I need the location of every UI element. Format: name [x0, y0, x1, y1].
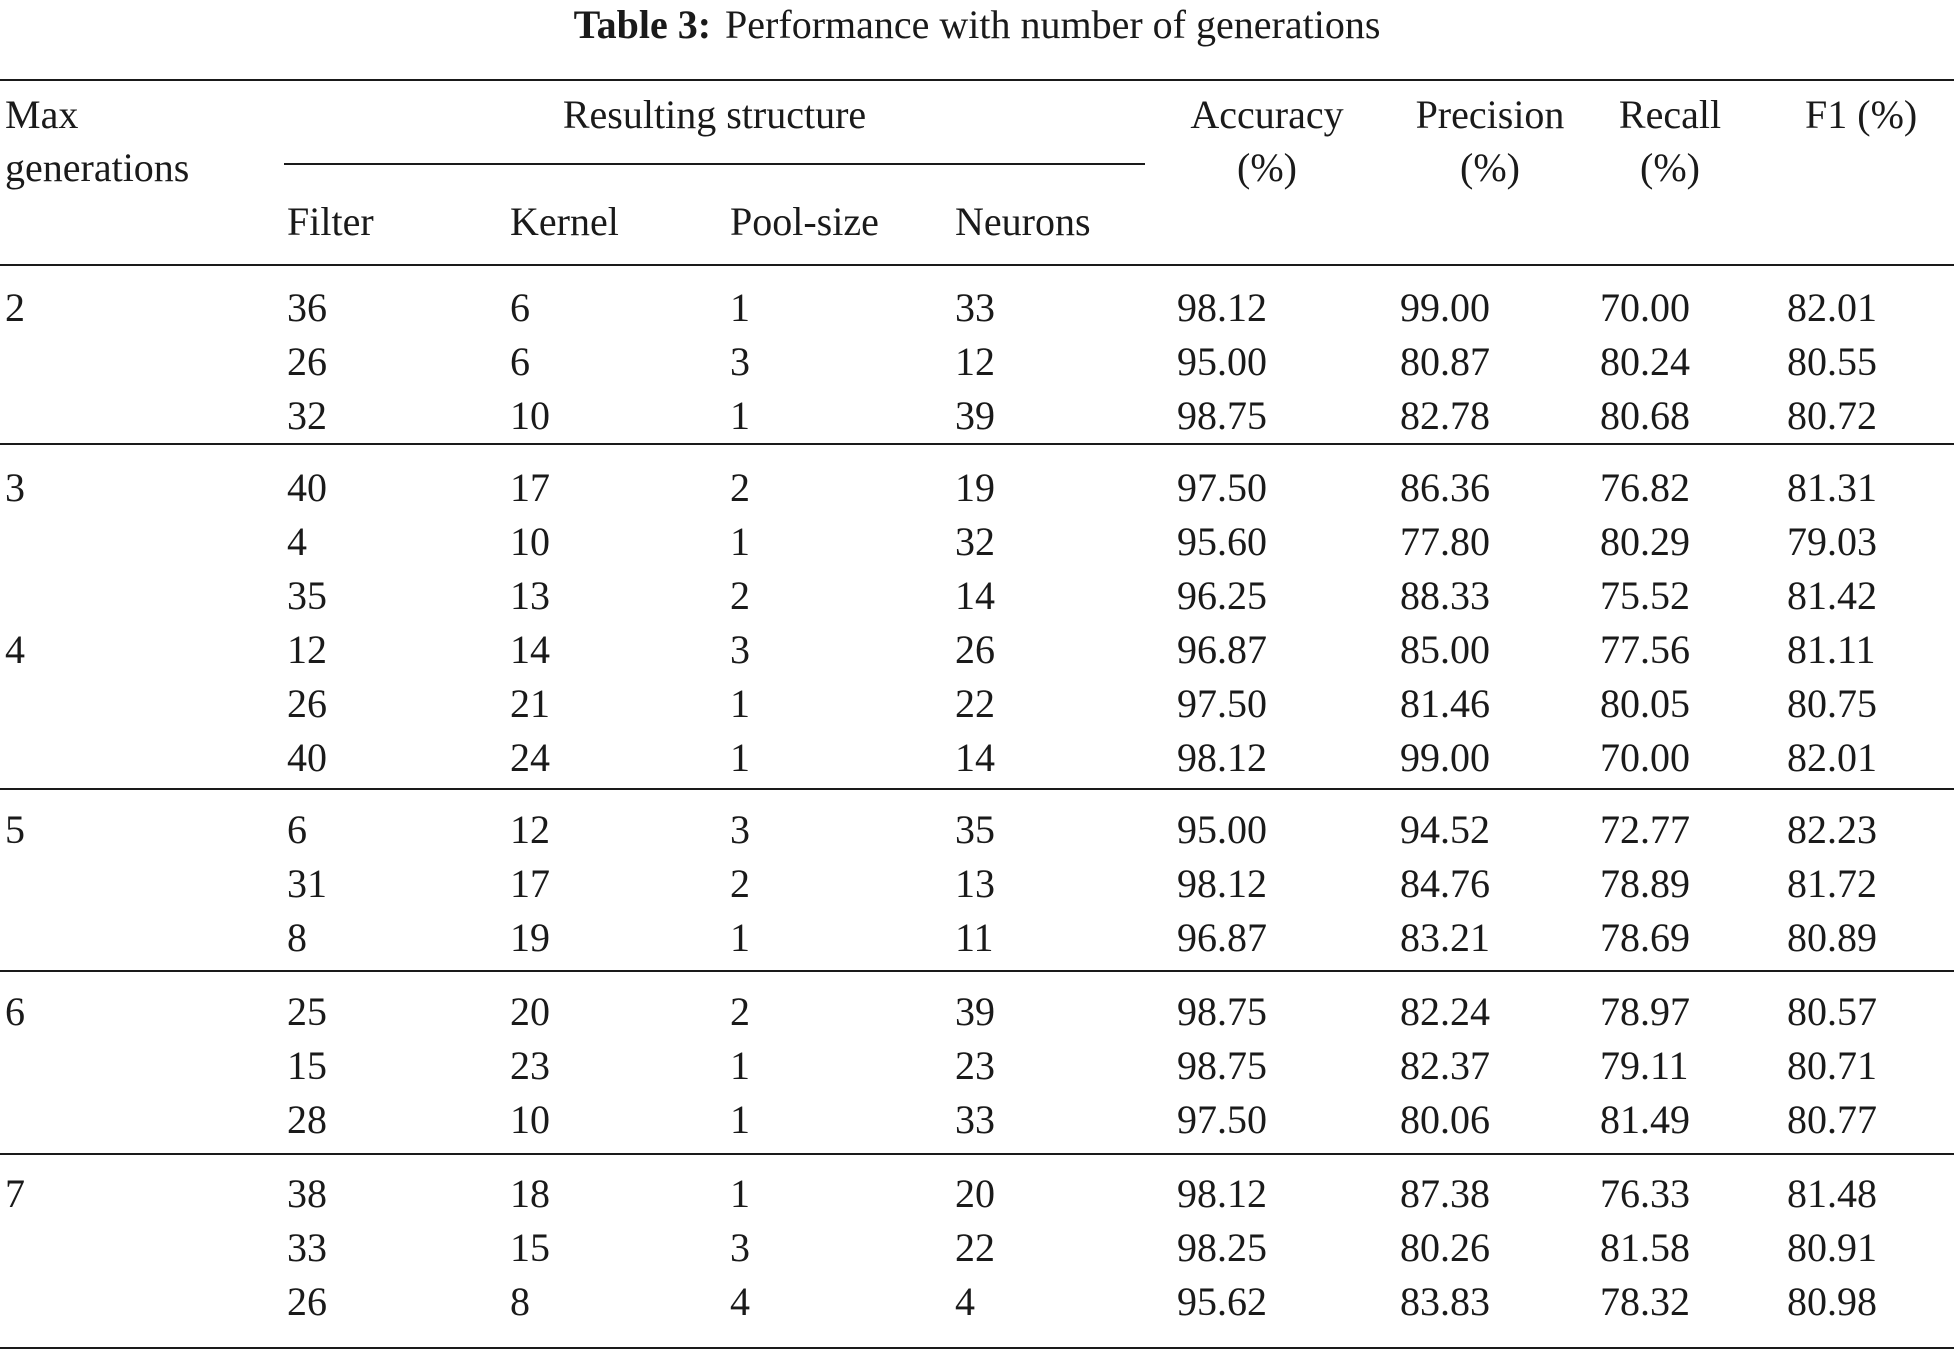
cell-pool-size: 4	[730, 1279, 750, 1324]
cell-accuracy: 98.75	[1177, 393, 1267, 438]
group-separator-rule	[0, 443, 1954, 445]
cell-pool-size: 1	[730, 681, 750, 726]
cell-pool-size: 1	[730, 1097, 750, 1142]
cell-recall: 75.52	[1600, 573, 1690, 618]
cell-accuracy: 98.12	[1177, 861, 1267, 906]
cell-filter: 31	[287, 861, 327, 906]
cell-pool-size: 1	[730, 1043, 750, 1088]
cell-accuracy: 98.12	[1177, 735, 1267, 780]
cell-precision: 83.21	[1400, 915, 1490, 960]
cell-accuracy: 98.25	[1177, 1225, 1267, 1270]
cell-pool-size: 1	[730, 915, 750, 960]
cell-recall: 77.56	[1600, 627, 1690, 672]
cell-recall: 76.33	[1600, 1171, 1690, 1216]
header-accuracy-line1: Accuracy	[1190, 92, 1344, 137]
cell-precision: 77.80	[1400, 519, 1490, 564]
cell-f1: 81.42	[1787, 573, 1877, 618]
header-recall-line1: Recall	[1618, 92, 1722, 137]
cell-filter: 15	[287, 1043, 327, 1088]
cell-neurons: 20	[955, 1171, 995, 1216]
cell-precision: 80.87	[1400, 339, 1490, 384]
cell-filter: 36	[287, 285, 327, 330]
cell-neurons: 39	[955, 989, 995, 1034]
cell-neurons: 32	[955, 519, 995, 564]
cell-precision: 84.76	[1400, 861, 1490, 906]
table-caption	[0, 0, 1954, 50]
cell-neurons: 12	[955, 339, 995, 384]
cell-accuracy: 97.50	[1177, 465, 1267, 510]
cell-recall: 70.00	[1600, 285, 1690, 330]
cell-neurons: 14	[955, 573, 995, 618]
cell-accuracy: 95.00	[1177, 339, 1267, 384]
header-precision-line1: Precision	[1415, 92, 1565, 137]
cell-filter: 40	[287, 465, 327, 510]
cell-kernel: 17	[510, 861, 550, 906]
cell-filter: 25	[287, 989, 327, 1034]
group-separator-rule	[0, 1153, 1954, 1155]
cell-f1: 80.75	[1787, 681, 1877, 726]
cell-filter: 8	[287, 915, 307, 960]
cell-pool-size: 3	[730, 807, 750, 852]
cell-f1: 81.48	[1787, 1171, 1877, 1216]
cell-filter: 38	[287, 1171, 327, 1216]
cell-f1: 81.31	[1787, 465, 1877, 510]
cell-kernel: 17	[510, 465, 550, 510]
cell-precision: 87.38	[1400, 1171, 1490, 1216]
cell-accuracy: 98.75	[1177, 1043, 1267, 1088]
cell-f1: 79.03	[1787, 519, 1877, 564]
cell-pool-size: 3	[730, 1225, 750, 1270]
header-max-generations-line1: Max	[5, 92, 79, 137]
cell-precision: 82.37	[1400, 1043, 1490, 1088]
cell-precision: 99.00	[1400, 285, 1490, 330]
cell-recall: 80.05	[1600, 681, 1690, 726]
cell-precision: 82.24	[1400, 989, 1490, 1034]
cell-recall: 80.24	[1600, 339, 1690, 384]
cell-recall: 76.82	[1600, 465, 1690, 510]
group-separator-rule	[0, 788, 1954, 790]
cell-filter: 40	[287, 735, 327, 780]
cell-accuracy: 98.12	[1177, 285, 1267, 330]
cell-pool-size: 1	[730, 393, 750, 438]
cell-max-generations: 7	[5, 1171, 25, 1216]
header-resulting-structure: Resulting structure	[562, 92, 867, 137]
cell-recall: 70.00	[1600, 735, 1690, 780]
cell-accuracy: 95.62	[1177, 1279, 1267, 1324]
cell-recall: 78.89	[1600, 861, 1690, 906]
cell-kernel: 6	[510, 339, 530, 384]
header-neurons: Neurons	[955, 199, 1091, 244]
cell-pool-size: 2	[730, 989, 750, 1034]
cell-kernel: 12	[510, 807, 550, 852]
cell-pool-size: 3	[730, 627, 750, 672]
cell-kernel: 10	[510, 519, 550, 564]
cell-kernel: 24	[510, 735, 550, 780]
cell-f1: 81.72	[1787, 861, 1877, 906]
cell-recall: 78.97	[1600, 989, 1690, 1034]
cell-max-generations: 6	[5, 989, 25, 1034]
cell-precision: 85.00	[1400, 627, 1490, 672]
header-max-generations-line2: generations	[5, 145, 190, 190]
cell-filter: 32	[287, 393, 327, 438]
cell-neurons: 35	[955, 807, 995, 852]
cell-f1: 80.72	[1787, 393, 1877, 438]
cell-f1: 82.23	[1787, 807, 1877, 852]
cell-max-generations: 3	[5, 465, 25, 510]
cell-accuracy: 96.87	[1177, 915, 1267, 960]
caption-text: Performance with number of generations	[725, 2, 1381, 47]
cell-kernel: 6	[510, 285, 530, 330]
cell-kernel: 21	[510, 681, 550, 726]
cell-kernel: 10	[510, 1097, 550, 1142]
cell-precision: 94.52	[1400, 807, 1490, 852]
cell-precision: 80.06	[1400, 1097, 1490, 1142]
cell-neurons: 26	[955, 627, 995, 672]
header-accuracy-line2: (%)	[1237, 145, 1297, 190]
cell-filter: 26	[287, 339, 327, 384]
group-rule	[284, 163, 1145, 165]
cell-kernel: 19	[510, 915, 550, 960]
cell-pool-size: 1	[730, 519, 750, 564]
cell-filter: 35	[287, 573, 327, 618]
cell-recall: 79.11	[1600, 1043, 1689, 1088]
cell-precision: 83.83	[1400, 1279, 1490, 1324]
header-precision-line2: (%)	[1460, 145, 1520, 190]
cell-precision: 86.36	[1400, 465, 1490, 510]
cell-accuracy: 98.75	[1177, 989, 1267, 1034]
cell-accuracy: 95.60	[1177, 519, 1267, 564]
cell-f1: 80.89	[1787, 915, 1877, 960]
cell-filter: 26	[287, 681, 327, 726]
cell-precision: 99.00	[1400, 735, 1490, 780]
cell-recall: 81.49	[1600, 1097, 1690, 1142]
cell-f1: 80.77	[1787, 1097, 1877, 1142]
cell-neurons: 23	[955, 1043, 995, 1088]
cell-precision: 81.46	[1400, 681, 1490, 726]
cell-neurons: 33	[955, 1097, 995, 1142]
cell-max-generations: 2	[5, 285, 25, 330]
bottom-rule	[0, 1347, 1954, 1349]
top-rule	[0, 79, 1954, 81]
cell-precision: 82.78	[1400, 393, 1490, 438]
cell-kernel: 18	[510, 1171, 550, 1216]
cell-kernel: 15	[510, 1225, 550, 1270]
cell-neurons: 13	[955, 861, 995, 906]
cell-pool-size: 1	[730, 1171, 750, 1216]
cell-neurons: 11	[955, 915, 994, 960]
cell-neurons: 14	[955, 735, 995, 780]
cell-f1: 80.57	[1787, 989, 1877, 1034]
header-bottom-rule	[0, 264, 1954, 266]
cell-accuracy: 96.87	[1177, 627, 1267, 672]
group-separator-rule	[0, 970, 1954, 972]
cell-accuracy: 98.12	[1177, 1171, 1267, 1216]
cell-kernel: 20	[510, 989, 550, 1034]
header-pool-size: Pool-size	[730, 199, 879, 244]
cell-neurons: 33	[955, 285, 995, 330]
cell-neurons: 4	[955, 1279, 975, 1324]
cell-filter: 12	[287, 627, 327, 672]
cell-kernel: 13	[510, 573, 550, 618]
cell-f1: 80.98	[1787, 1279, 1877, 1324]
cell-recall: 80.68	[1600, 393, 1690, 438]
cell-neurons: 22	[955, 1225, 995, 1270]
cell-neurons: 19	[955, 465, 995, 510]
cell-accuracy: 97.50	[1177, 1097, 1267, 1142]
cell-f1: 80.71	[1787, 1043, 1877, 1088]
cell-recall: 81.58	[1600, 1225, 1690, 1270]
cell-pool-size: 1	[730, 735, 750, 780]
cell-precision: 88.33	[1400, 573, 1490, 618]
cell-accuracy: 96.25	[1177, 573, 1267, 618]
cell-f1: 82.01	[1787, 735, 1877, 780]
cell-pool-size: 2	[730, 573, 750, 618]
cell-recall: 78.32	[1600, 1279, 1690, 1324]
cell-f1: 80.55	[1787, 339, 1877, 384]
cell-accuracy: 97.50	[1177, 681, 1267, 726]
cell-kernel: 8	[510, 1279, 530, 1324]
cell-filter: 33	[287, 1225, 327, 1270]
cell-f1: 82.01	[1787, 285, 1877, 330]
cell-filter: 4	[287, 519, 307, 564]
header-filter: Filter	[287, 199, 374, 244]
cell-recall: 72.77	[1600, 807, 1690, 852]
cell-kernel: 14	[510, 627, 550, 672]
cell-f1: 81.11	[1787, 627, 1876, 672]
cell-pool-size: 1	[730, 285, 750, 330]
header-kernel: Kernel	[510, 199, 619, 244]
cell-filter: 28	[287, 1097, 327, 1142]
cell-recall: 80.29	[1600, 519, 1690, 564]
caption-label: Table 3:	[573, 2, 712, 47]
header-f1: F1 (%)	[1805, 92, 1918, 137]
cell-accuracy: 95.00	[1177, 807, 1267, 852]
cell-kernel: 23	[510, 1043, 550, 1088]
cell-f1: 80.91	[1787, 1225, 1877, 1270]
cell-pool-size: 3	[730, 339, 750, 384]
cell-neurons: 22	[955, 681, 995, 726]
cell-pool-size: 2	[730, 465, 750, 510]
cell-max-generations: 5	[5, 807, 25, 852]
cell-filter: 6	[287, 807, 307, 852]
cell-neurons: 39	[955, 393, 995, 438]
header-recall-line2: (%)	[1640, 145, 1700, 190]
cell-kernel: 10	[510, 393, 550, 438]
cell-filter: 26	[287, 1279, 327, 1324]
cell-pool-size: 2	[730, 861, 750, 906]
cell-recall: 78.69	[1600, 915, 1690, 960]
cell-precision: 80.26	[1400, 1225, 1490, 1270]
cell-max-generations: 4	[5, 627, 25, 672]
